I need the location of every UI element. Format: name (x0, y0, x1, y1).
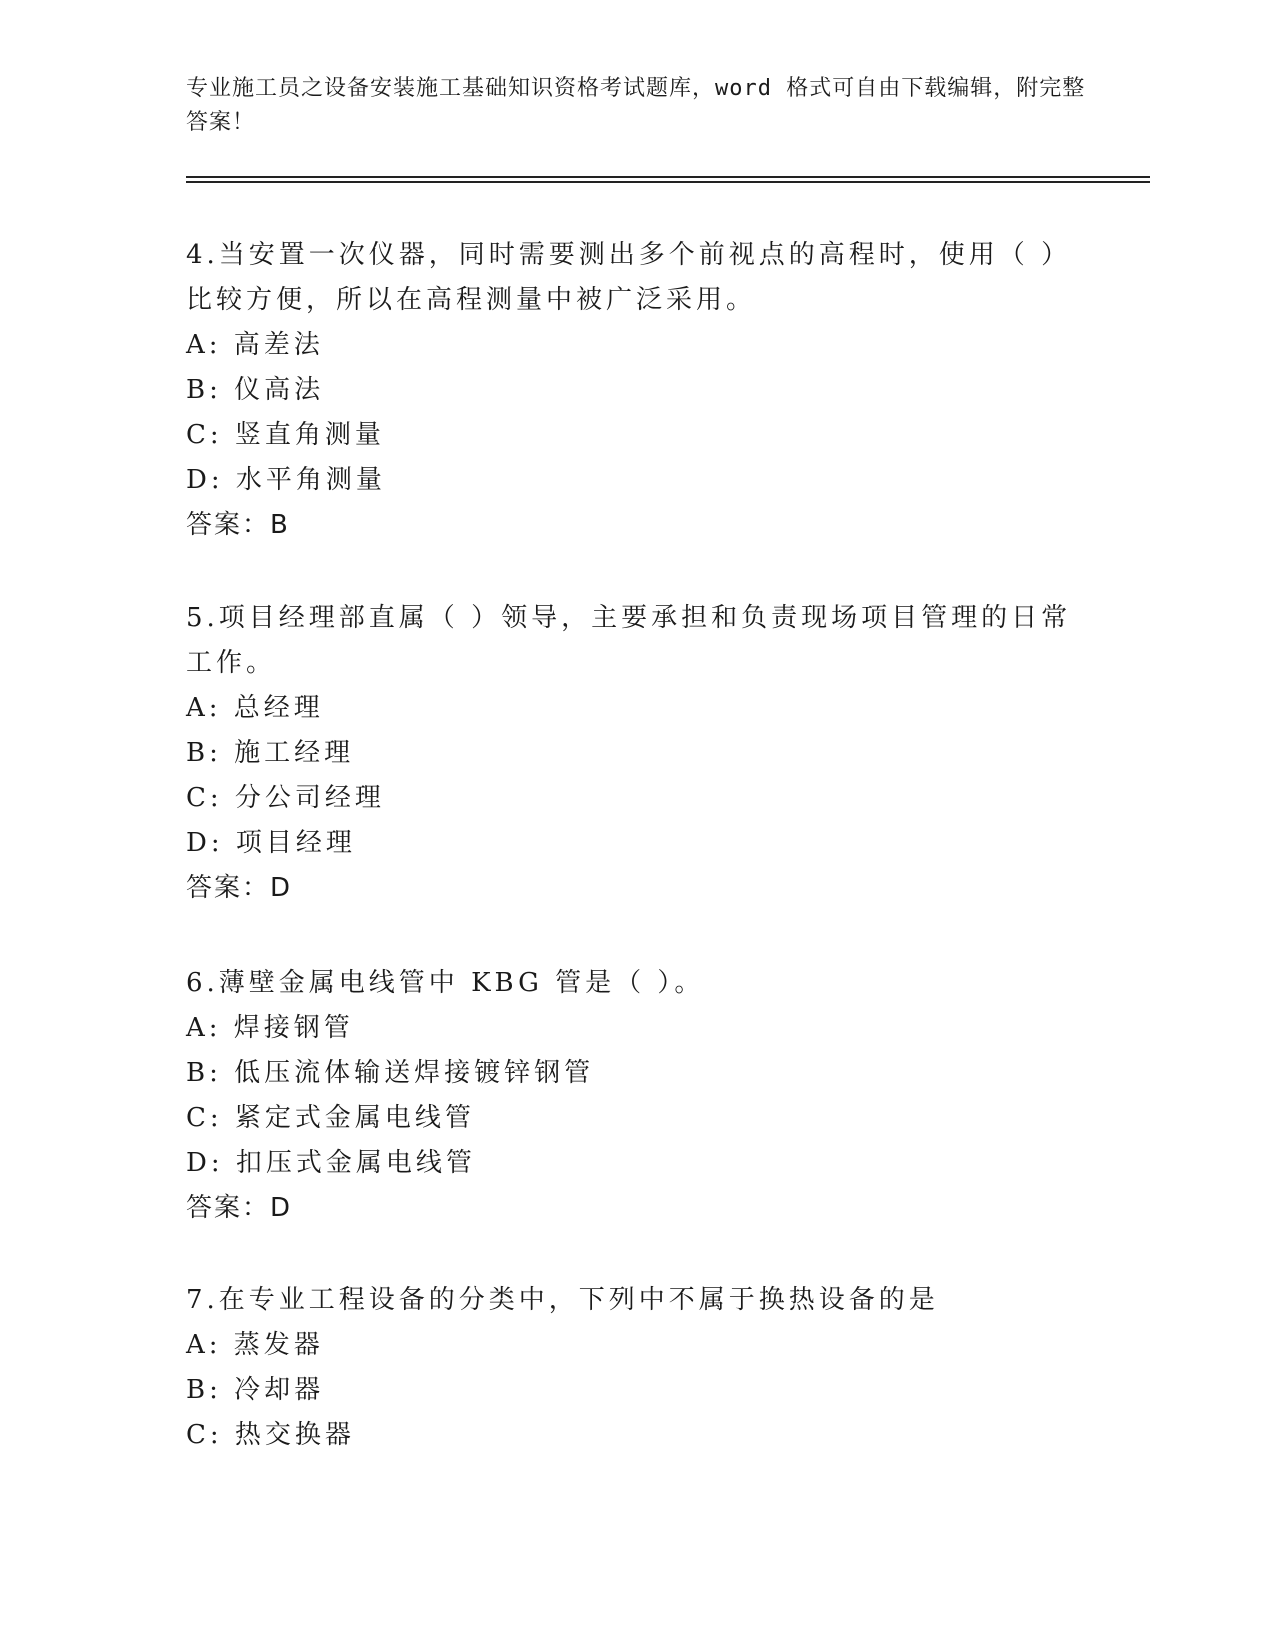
option-a: A: 蒸发器 (186, 1330, 324, 1360)
option-c: C: 分公司经理 (186, 783, 385, 813)
option-d: D: 项目经理 (186, 828, 356, 858)
option-d: D: 扣压式金属电线管 (186, 1148, 476, 1178)
option-c: C: 紧定式金属电线管 (186, 1103, 475, 1133)
question-text: 4.当安置一次仪器，同时需要测出多个前视点的高程时，使用（ ）比较方便，所以在高程测量中被广泛采用。 (186, 240, 1072, 315)
header-divider-top (186, 176, 1150, 178)
answer: 答案：D (186, 873, 293, 903)
question-5 (186, 596, 1086, 911)
option-b: B: 冷却器 (186, 1375, 325, 1405)
option-c: C: 竖直角测量 (186, 420, 385, 450)
document-header: 专业施工员之设备安装施工基础知识资格考试题库，word 格式可自由下载编辑，附完整答案！ (186, 76, 1086, 135)
question-text: 7.在专业工程设备的分类中，下列中不属于换热设备的是 (186, 1285, 939, 1315)
question-7 (186, 1278, 1086, 1458)
option-b: B: 低压流体输送焊接镀锌钢管 (186, 1058, 595, 1088)
option-b: B: 仪高法 (186, 375, 325, 405)
answer: 答案：B (186, 510, 290, 540)
question-text: 5.项目经理部直属（ ）领导，主要承担和负责现场项目管理的日常工作。 (186, 603, 1072, 678)
option-a: A: 焊接钢管 (186, 1013, 354, 1043)
header-divider-bottom (186, 181, 1150, 183)
option-c: C: 热交换器 (186, 1420, 355, 1450)
question-text: 6.薄壁金属电线管中 KBG 管是（ ）。 (186, 968, 705, 998)
question-4 (186, 233, 1086, 548)
question-6 (186, 961, 1086, 1231)
option-a: A: 总经理 (186, 693, 324, 723)
option-d: D: 水平角测量 (186, 465, 386, 495)
answer: 答案：D (186, 1193, 293, 1223)
option-a: A: 高差法 (186, 330, 324, 360)
option-b: B: 施工经理 (186, 738, 355, 768)
